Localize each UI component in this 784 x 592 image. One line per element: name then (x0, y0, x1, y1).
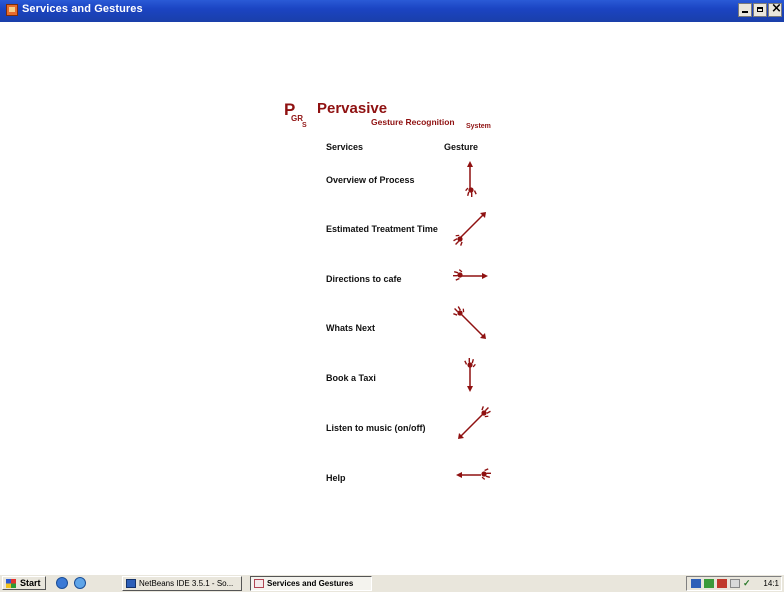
service-listen-to-music[interactable]: Listen to music (on/off) (326, 423, 426, 433)
taskbar-item-netbeans[interactable] (122, 576, 242, 591)
app-icon[interactable] (6, 4, 18, 16)
start-button[interactable] (2, 576, 46, 590)
clock[interactable]: 14:1 (763, 579, 779, 588)
close-button[interactable] (768, 3, 782, 17)
logo-letter-s: S (302, 122, 307, 129)
desktop-icon[interactable] (56, 577, 68, 589)
system-tray (686, 576, 782, 591)
service-book-a-taxi[interactable]: Book a Taxi (326, 373, 376, 383)
logo-letter-p: P (284, 100, 296, 119)
service-help[interactable]: Help (326, 473, 346, 483)
services-column-header: Services (326, 142, 364, 152)
logo-pervasive: Pervasive (317, 100, 388, 117)
diagonal-arrow-hand-bottom-left-icon (452, 208, 492, 248)
logo-letters-gr: GR (291, 114, 303, 123)
security-icon[interactable] (717, 579, 727, 588)
windows-flag-icon (6, 579, 16, 588)
service-overview-of-process[interactable]: Overview of Process (326, 175, 415, 185)
service-directions-to-cafe[interactable]: Directions to cafe (326, 274, 402, 284)
network-icon[interactable] (691, 579, 701, 588)
service-estimated-treatment-time[interactable]: Estimated Treatment Time (326, 224, 438, 234)
taskbar-item-label: NetBeans IDE 3.5.1 - So... (139, 579, 234, 588)
diagonal-arrow-hand-top-right-icon (452, 405, 492, 445)
diagonal-arrow-hand-top-left-icon (452, 305, 492, 345)
taskbar (0, 574, 784, 592)
vertical-arrow-hand-bottom-icon (450, 160, 490, 200)
quick-launch (56, 577, 86, 589)
horizontal-arrow-hand-left-icon (452, 257, 492, 297)
services-and-gestures-icon (254, 579, 264, 588)
taskbar-item-services-and-gestures[interactable] (250, 576, 372, 591)
maximize-button[interactable] (753, 3, 767, 17)
checkmark-icon[interactable]: ✓ (743, 578, 751, 588)
horizontal-arrow-hand-right-icon (452, 456, 492, 496)
tray-app-icon[interactable] (704, 579, 714, 588)
pgrs-logo (284, 100, 514, 136)
logo-system: System (466, 123, 491, 130)
service-whats-next[interactable]: Whats Next (326, 323, 376, 333)
window-title: Services and Gestures (22, 3, 143, 15)
logo-gesture-recognition: Gesture Recognition (371, 117, 455, 127)
window-title-bar[interactable] (0, 0, 784, 22)
internet-explorer-icon[interactable] (74, 577, 86, 589)
window-controls (738, 3, 782, 17)
start-label: Start (20, 578, 41, 588)
speaker-icon[interactable] (730, 579, 740, 588)
taskbar-item-label: Services and Gestures (267, 579, 354, 588)
vertical-arrow-hand-top-icon (450, 356, 490, 396)
netbeans-icon (126, 579, 136, 588)
minimize-button[interactable] (738, 3, 752, 17)
gesture-column-header: Gesture (444, 142, 479, 152)
